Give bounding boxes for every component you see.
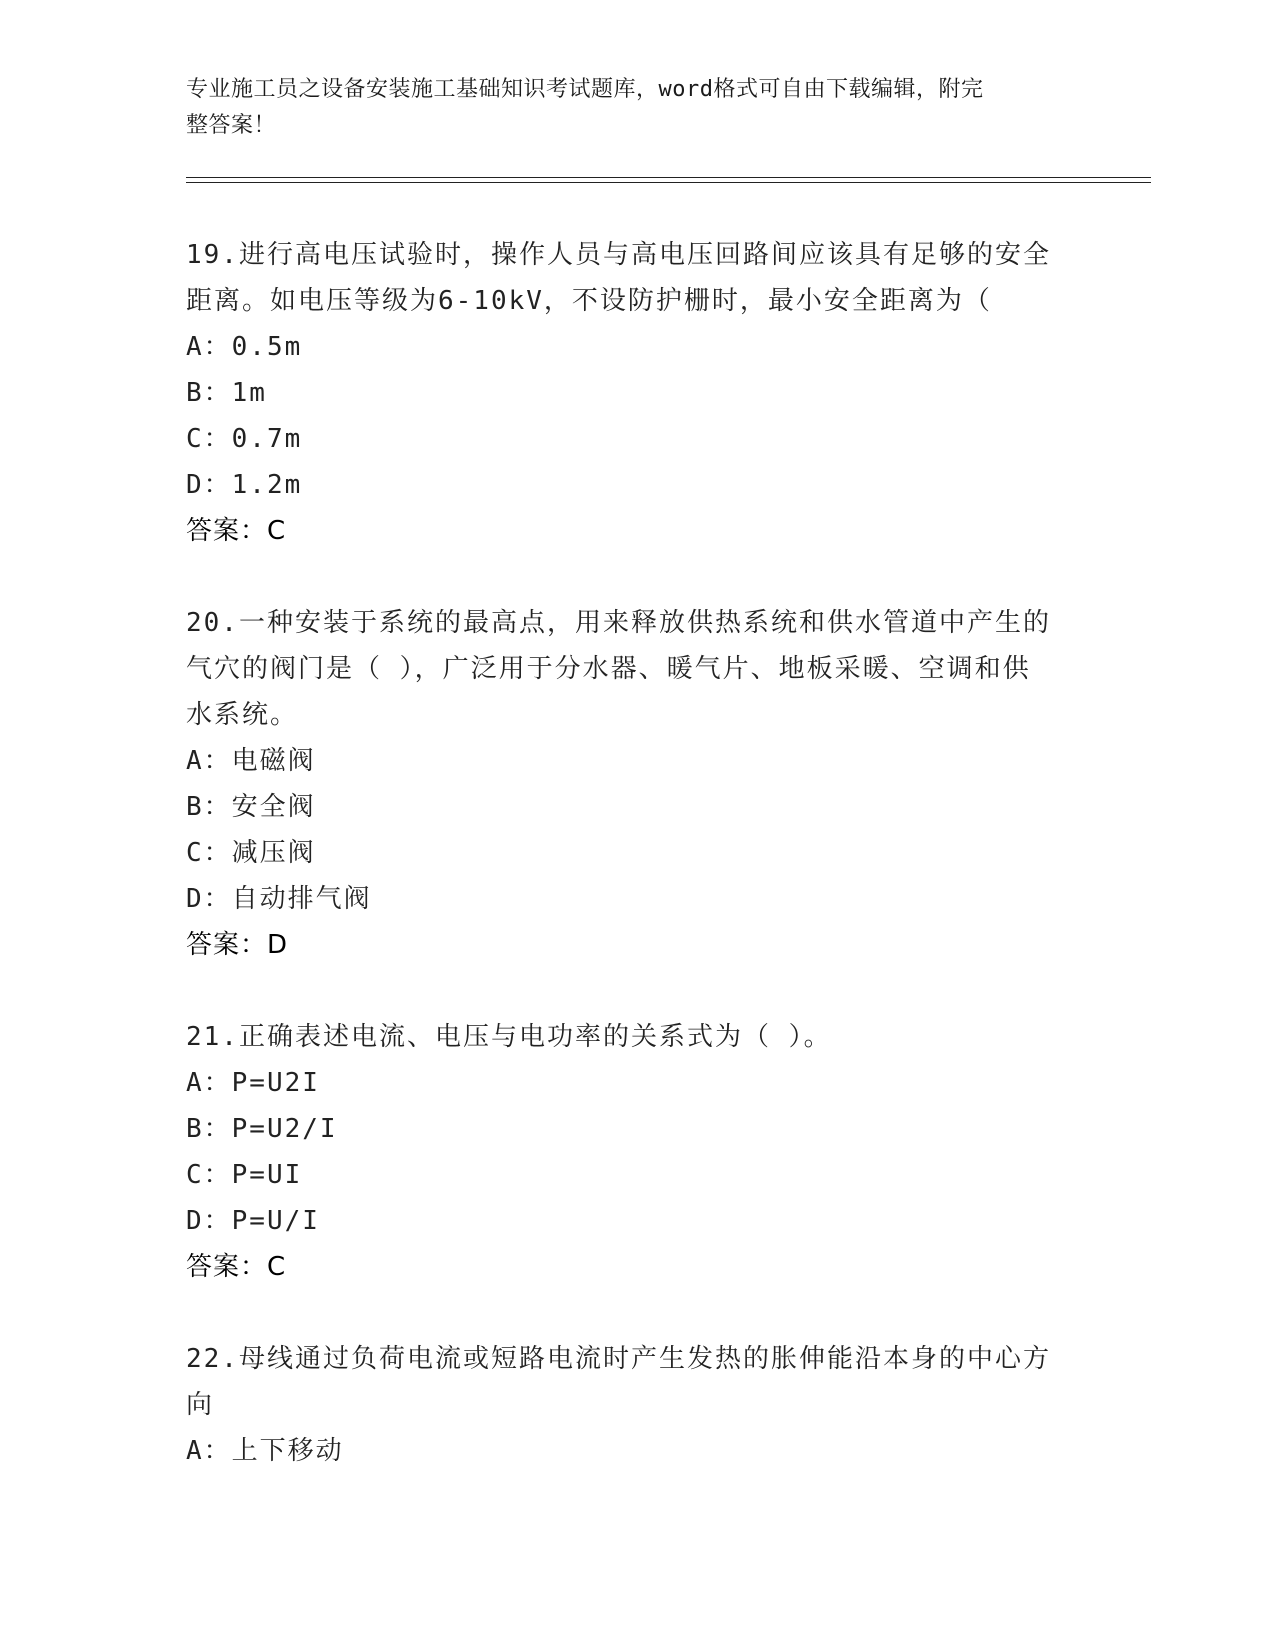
header-divider-top [186, 177, 1151, 178]
question-20 [186, 600, 1086, 968]
option-c: C：减压阀 [186, 838, 316, 868]
answer-label: 答案：C [186, 516, 287, 546]
option-a: A：电磁阀 [186, 746, 316, 776]
option-d: D：P=U/I [186, 1206, 320, 1236]
question-stem-line: 19.进行高电压试验时，操作人员与高电压回路间应该具有足够的安全 [186, 240, 1051, 270]
option-a: A：P=U2I [186, 1068, 320, 1098]
option-d: D：自动排气阀 [186, 884, 372, 914]
question-19 [186, 232, 1086, 554]
question-stem-line: 水系统。 [186, 700, 299, 730]
option-a: A：0.5m [186, 332, 303, 362]
question-stem-line: 20.一种安装于系统的最高点，用来释放供热系统和供水管道中产生的 [186, 608, 1051, 638]
option-c: C：0.7m [186, 424, 303, 454]
option-d: D：1.2m [186, 470, 303, 500]
answer-label: 答案：D [186, 930, 289, 960]
question-stem-line: 距离。如电压等级为6-10kV，不设防护栅时，最小安全距离为（ [186, 286, 992, 316]
header-line-1: 专业施工员之设备安装施工基础知识考试题库，word格式可自由下载编辑，附完 [186, 77, 984, 102]
question-stem-line: 向 [186, 1390, 215, 1420]
option-b: B：P=U2/I [186, 1114, 338, 1144]
option-b: B：1m [186, 378, 267, 408]
header-line-2: 整答案！ [186, 113, 277, 138]
question-21 [186, 1014, 1086, 1290]
option-a: A：上下移动 [186, 1436, 344, 1466]
option-c: C：P=UI [186, 1160, 303, 1190]
question-list [186, 232, 1086, 1520]
header-divider-bottom [186, 182, 1151, 183]
question-22 [186, 1336, 1086, 1474]
question-stem-line: 21.正确表述电流、电压与电功率的关系式为（ ）。 [186, 1022, 832, 1052]
answer-label: 答案：C [186, 1252, 287, 1282]
document-header [186, 72, 1066, 144]
question-stem-line: 气穴的阀门是（ ），广泛用于分水器、暖气片、地板采暖、空调和供 [186, 654, 1031, 684]
option-b: B：安全阀 [186, 792, 316, 822]
question-stem-line: 22.母线通过负荷电流或短路电流时产生发热的胀伸能沿本身的中心方 [186, 1344, 1051, 1374]
